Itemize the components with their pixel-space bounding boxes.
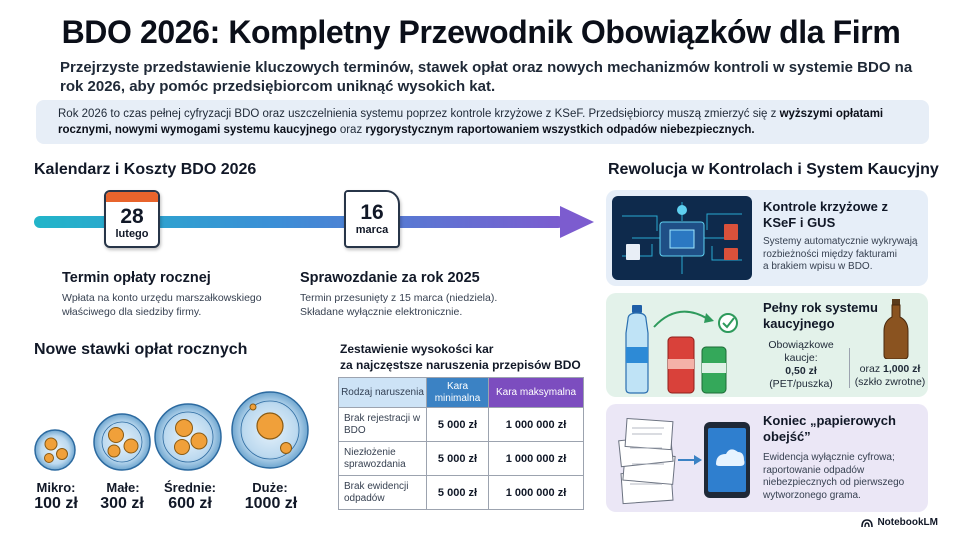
card-paperless	[606, 404, 928, 512]
card-desc	[763, 236, 918, 274]
table-header-row	[339, 378, 584, 408]
table-cell: 5 000 zł	[427, 408, 489, 442]
table-cell: 1 000 000 zł	[489, 408, 584, 442]
card-desc-line: Systemy automatycznie wykrywają	[763, 236, 918, 247]
calendar-icon-feb	[104, 190, 160, 248]
coin-icon-micro	[35, 430, 75, 470]
column-header: Rodzaj naruszenia	[339, 378, 427, 408]
fee-label-micro: Mikro:	[36, 480, 76, 495]
chip-icon	[612, 196, 752, 280]
event-desc-line: Termin przesunięty z 15 marca (niedziela).	[300, 292, 498, 304]
card-title-line: Kontrole krzyżowe z	[763, 199, 888, 214]
intro-text: Rok 2026 to czas pełnej cyfryzacji BDO oraz uszczelnienia systemu poprzez kontrole krzyżowe z KSeF. Przedsiębiorcy muszą zmierzyć się z	[58, 108, 780, 120]
event-desc-line: Wpłata na konto urzędu marszałkowskiego	[62, 292, 262, 304]
table-cell: 1 000 000 zł	[489, 442, 584, 476]
table-row	[339, 442, 584, 476]
penalty-title-line: za najczęstsze naruszenia przepisów BDO	[340, 358, 581, 372]
event-desc-line: właściwego dla siedziby firmy.	[62, 306, 202, 318]
card-desc-line: wytworzonego grama.	[763, 489, 861, 501]
notebooklm-logo-icon	[861, 518, 873, 528]
event-desc-line: Składane wyłącznie elektronicznie.	[300, 306, 463, 318]
calendar-heading: Kalendarz i Koszty BDO 2026	[34, 161, 257, 178]
intro-bold-1: wyższymi opłatami rocznymi, nowymi wymogami systemu kaucyjnego	[58, 108, 884, 136]
fee-label-large: Duże:	[252, 480, 288, 495]
fee-value-large: 1000 zł	[244, 495, 298, 512]
event-title-report: Sprawozdanie za rok 2025	[300, 270, 480, 286]
column-header: Kara maksymalna	[489, 378, 584, 408]
page-title: BDO 2026: Kompletny Przewodnik Obowiązków dla Firm	[61, 14, 901, 50]
fee-value-small: 300 zł	[100, 495, 144, 512]
card-title-line: Pełny rok systemu	[763, 300, 878, 315]
table-cell: Niezłożenie sprawozdania	[339, 442, 427, 476]
card-title-line: KSeF i GUS	[763, 215, 836, 230]
coin-icon-medium	[155, 404, 221, 470]
table-cell: 5 000 zł	[427, 476, 489, 510]
divider	[849, 348, 850, 388]
card-title	[763, 300, 878, 332]
coin-icon-small	[94, 414, 150, 470]
card-deposit-system	[606, 293, 928, 397]
event-desc-fee	[62, 291, 262, 319]
penalty-table-title	[340, 341, 590, 373]
card-title	[763, 199, 888, 231]
glass-bottle-icon	[882, 299, 910, 359]
table-row	[339, 476, 584, 510]
penalty-title-line: Zestawienie wysokości kar	[340, 342, 494, 356]
fee-label-medium: Średnie:	[163, 480, 216, 495]
fee-value-medium: 600 zł	[168, 495, 212, 512]
brand-watermark	[861, 517, 938, 528]
calendar-day: 28	[120, 205, 144, 228]
card-desc-line: niebezpiecznych od pierwszego	[763, 477, 905, 488]
card-desc	[763, 452, 904, 502]
page-subtitle: Przejrzyste przedstawienie kluczowych terminów, stawek opłat oraz nowych mechanizmów kontroli w systemie BDO na rok 2026, aby pomóc przedsiębiorcom uniknąć wysokich kat.	[60, 59, 913, 95]
deposit-pet	[756, 339, 846, 391]
calendar-icon-mar	[344, 190, 400, 248]
deposit-label-line: kaucje:	[784, 352, 818, 364]
card-desc-line: rozbieżności między fakturami	[763, 248, 897, 260]
table-cell: 1 000 000 zł	[489, 476, 584, 510]
deposit-label-line: Obowiązkowe	[768, 339, 834, 351]
coin-icon-large	[232, 392, 308, 468]
event-title-fee: Termin opłaty rocznej	[62, 270, 211, 286]
card-desc-line: raportowanie odpadów	[763, 464, 865, 476]
card-desc-line: a brakiem wpisu w BDO.	[763, 261, 873, 272]
fee-label-small: Małe:	[106, 480, 140, 495]
coin-stacks	[30, 380, 310, 480]
card-title	[763, 413, 896, 445]
intro-text-2: oraz	[336, 124, 366, 136]
card-cross-checks	[606, 190, 928, 286]
event-desc-report	[300, 291, 497, 319]
calendar-day: 16	[360, 201, 384, 224]
table-cell: 5 000 zł	[427, 442, 489, 476]
card-title-line: obejść”	[763, 429, 811, 444]
deposit-value-glass: 1,000 zł	[882, 363, 921, 375]
calendar-header-bar	[106, 192, 158, 202]
deposit-prefix: oraz	[859, 363, 883, 375]
fee-value-micro: 100 zł	[34, 495, 78, 512]
intro-box	[36, 100, 929, 144]
revolution-heading: Rewolucja w Kontrolach i System Kaucyjny	[608, 161, 939, 178]
deposit-note: (szkło zwrotne)	[854, 376, 926, 388]
table-row	[339, 408, 584, 442]
column-header: Kara minimalna	[427, 378, 489, 408]
intro-bold-2: rygorystycznym raportowaniem wszystkich odpadów niebezpiecznych.	[365, 124, 755, 136]
calendar-month: marca	[355, 224, 389, 236]
card-desc-line: Ewidencja wyłącznie cyfrowa;	[763, 452, 895, 463]
calendar-month: lutego	[115, 228, 149, 240]
deposit-value-pet: 0,50 zł	[785, 365, 817, 377]
penalty-table	[338, 377, 584, 510]
calendar-header-bar	[346, 192, 398, 198]
bottles-cans-icon	[618, 297, 758, 395]
card-title-line: Koniec „papierowych	[763, 413, 896, 428]
table-cell: Brak rejestracji w BDO	[339, 408, 427, 442]
deposit-glass	[852, 363, 928, 389]
fees-heading: Nowe stawki opłat rocznych	[34, 341, 248, 358]
brand-name: NotebookLM	[877, 517, 938, 528]
card-title-line: kaucyjnego	[763, 316, 835, 331]
papers-tablet-icon	[616, 412, 756, 506]
table-cell: Brak ewidencji odpadów	[339, 476, 427, 510]
deposit-note: (PET/puszka)	[769, 378, 833, 390]
